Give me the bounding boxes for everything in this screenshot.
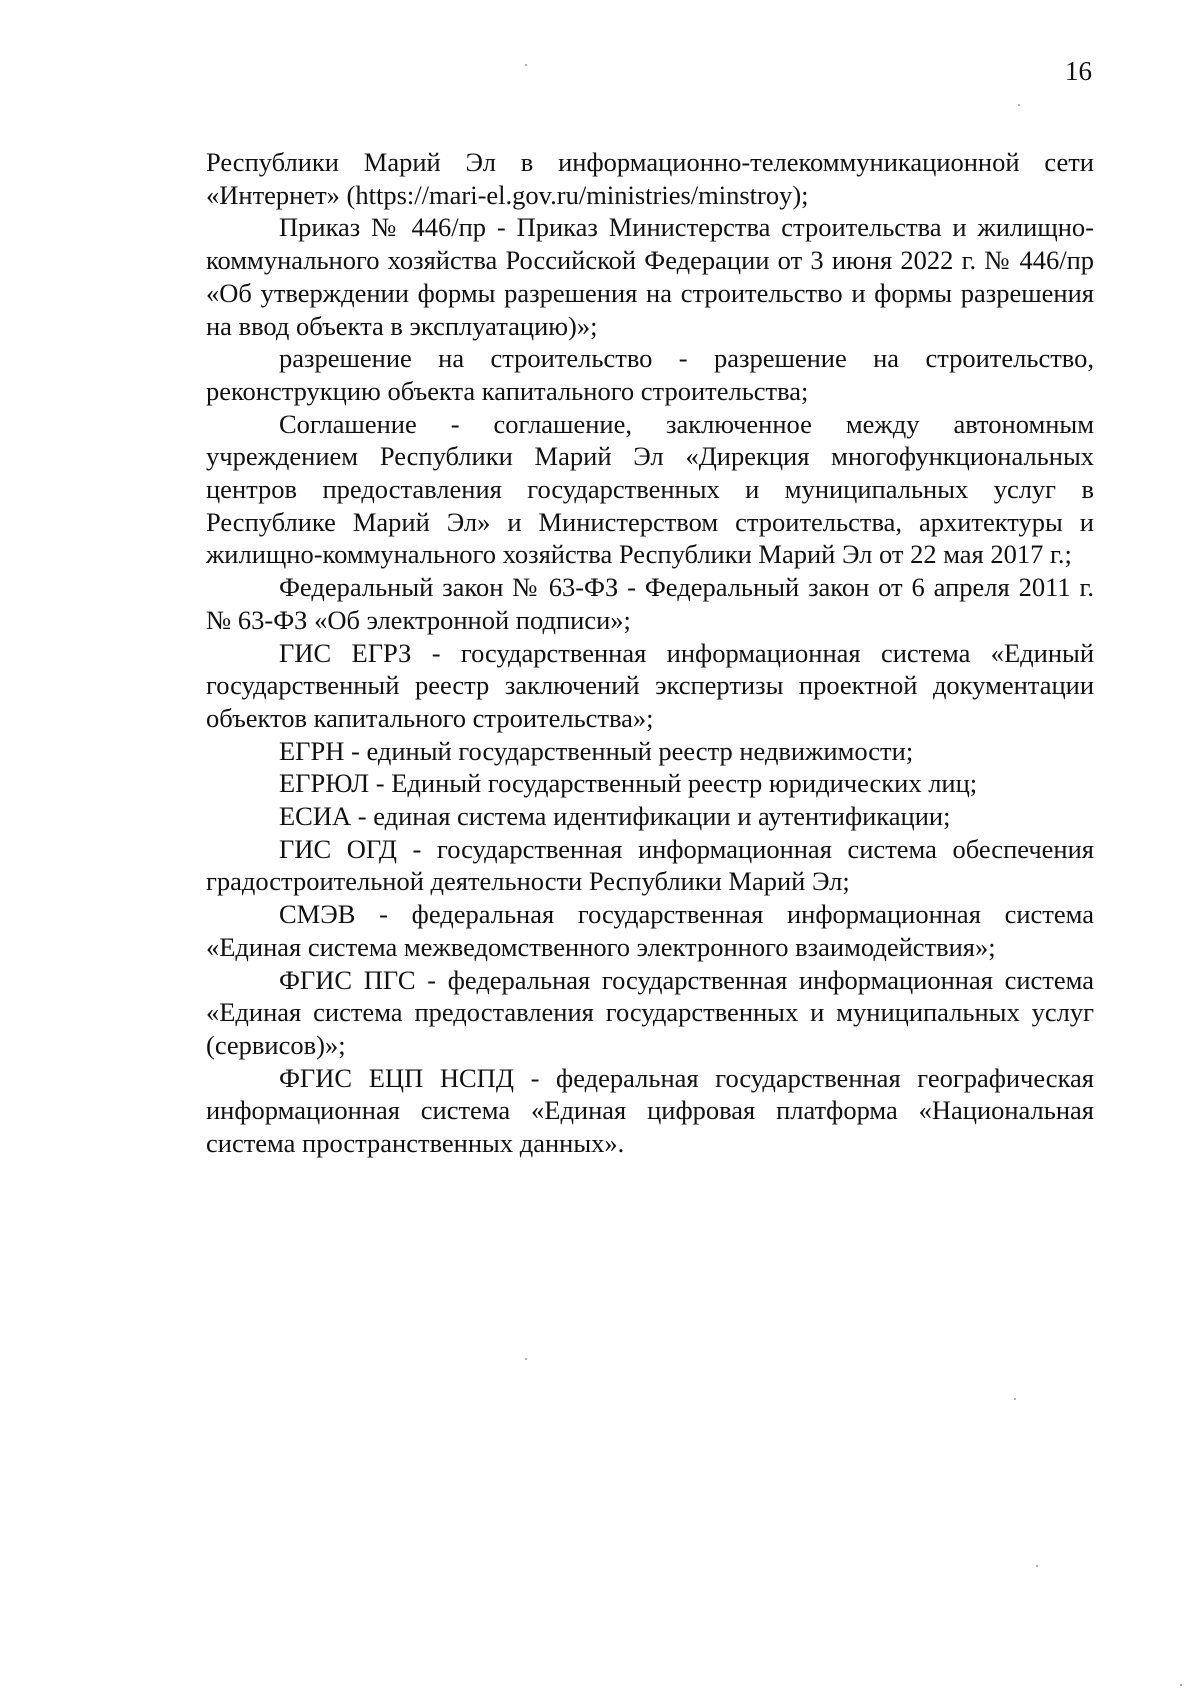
paragraph-definition: ГИС ЕГРЗ - государственная информационная система «Единый государственный реестр заключений экспертизы проектной документации объектов капитального строительства»; bbox=[206, 637, 1094, 733]
paragraph-definition: ЕГРЮЛ - Единый государственный реестр юридических лиц; bbox=[279, 768, 978, 799]
scan-speck bbox=[525, 64, 527, 66]
paragraph-definition: СМЭВ - федеральная государственная информационная система «Единая система межведомственного электронного взаимодействия»; bbox=[206, 899, 1094, 962]
paragraph-definition: ЕГРН - единый государственный реестр недвижимости; bbox=[279, 735, 914, 766]
scan-speck bbox=[1036, 1565, 1038, 1567]
paragraph-definition: Соглашение - соглашение, заключенное между автономным учреждением Республики Марий Эл «Дирекция многофункциональных центров предоставления государственных и муниципальных услуг в Республике Марий Эл» и Министерством строительства, архитектуры и жилищно-коммунального хозяйства Республики Марий Эл от 22 мая 2017 г.; bbox=[206, 408, 1094, 570]
document-body bbox=[206, 146, 1094, 1160]
paragraph-definition: разрешение на строительство - разрешение на строительство, реконструкцию объекта капитального строительства; bbox=[206, 343, 1094, 406]
paragraph-definition: ГИС ОГД - государственная информационная система обеспечения градостроительной деятельности Республики Марий Эл; bbox=[206, 833, 1094, 897]
page-number: 16 bbox=[1065, 56, 1092, 86]
paragraph-definition: ФГИС ПГС - федеральная государственная информационная система «Единая система предоставления государственных и муниципальных услуг (сервисов)»; bbox=[206, 964, 1094, 1060]
paragraph-definition: Приказ № 446/пр - Приказ Министерства строительства и жилищно-коммунального хозяйства Российской Федерации от 3 июня 2022 г. № 446/пр «Об утверждении формы разрешения на строительство и формы разрешения на ввод объекта в эксплуатацию)»; bbox=[206, 212, 1094, 341]
paragraph-definition: Федеральный закон № 63-ФЗ - Федеральный закон от 6 апреля 2011 г. № 63-ФЗ «Об электронной подписи»; bbox=[206, 572, 1094, 635]
paragraph-definition: ЕСИА - единая система идентификации и аутентификации; bbox=[279, 801, 951, 832]
paragraph-continuation: Республики Марий Эл в информационно-телекоммуникационной сети «Интернет» (https://mari-el.gov.ru/ministries/minstroy); bbox=[206, 147, 1094, 210]
scan-speck bbox=[1180, 1684, 1182, 1686]
scan-speck bbox=[525, 1358, 527, 1360]
scan-speck bbox=[1018, 104, 1020, 106]
scan-speck bbox=[1014, 1398, 1016, 1400]
paragraph-definition: ФГИС ЕЦП НСПД - федеральная государственная географическая информационная система «Единая цифровая платформа «Национальная система пространственных данных». bbox=[206, 1062, 1094, 1159]
